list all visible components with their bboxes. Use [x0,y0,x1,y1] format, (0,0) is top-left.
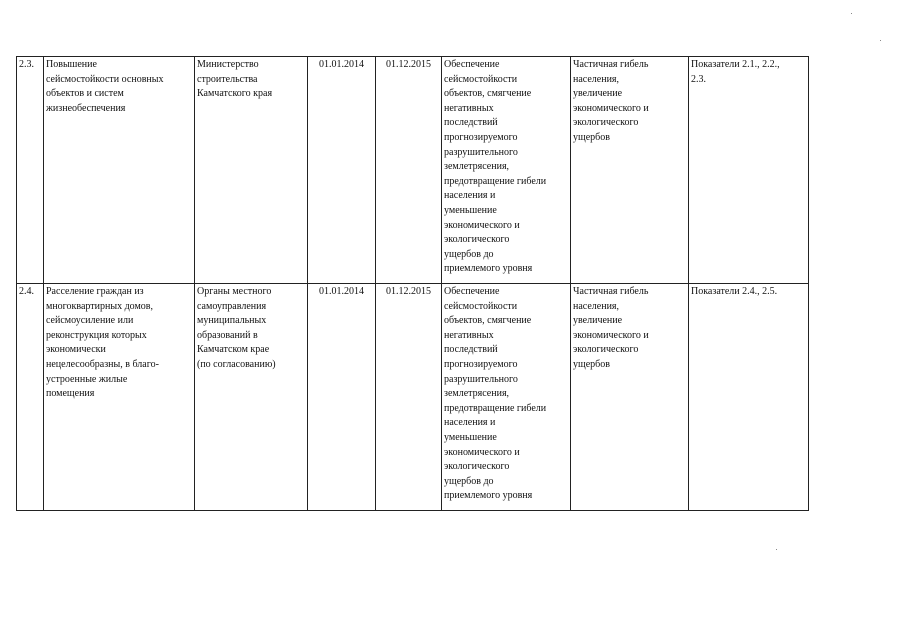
table-row [17,284,809,511]
activity-cell: Повышение сейсмостойкости основных объектов и систем жизнеобеспечения [44,57,195,284]
measures-table [16,56,809,511]
expected-result-cell: Обеспечение сейсмостойкости объектов, смягчение негативных последствий прогнозируемого разрушительного землетрясения, предотвращение гибели населения и уменьшение экономического и экологического ущербов до приемлемого уровня [442,57,571,284]
executor-cell: Органы местного самоуправления муниципальных образований в Камчатском крае (по согласованию) [195,284,308,511]
start-date-cell: 01.01.2014 [308,284,376,511]
scan-speck [776,549,777,550]
row-number: 2.4. [17,284,44,511]
indicators-cell: Показатели 2.4., 2.5. [689,284,809,511]
table-row [17,57,809,284]
row-number: 2.3. [17,57,44,284]
executor-cell: Министерство строительства Камчатского края [195,57,308,284]
end-date-cell: 01.12.2015 [376,57,442,284]
activity-cell: Расселение граждан из многоквартирных домов, сейсмоусиление или реконструкция которых экономически нецелесообразны, в благо- устроенные жилые помещения [44,284,195,511]
consequences-cell: Частичная гибель населения, увеличение экономического и экологического ущербов [571,284,689,511]
consequences-cell: Частичная гибель населения, увеличение экономического и экологического ущербов [571,57,689,284]
scan-speck [851,13,852,14]
indicators-cell: Показатели 2.1., 2.2., 2.3. [689,57,809,284]
start-date-cell: 01.01.2014 [308,57,376,284]
scan-speck [880,40,881,41]
expected-result-cell: Обеспечение сейсмостойкости объектов, смягчение негативных последствий прогнозируемого разрушительного землетрясения, предотвращение гибели населения и уменьшение экономического и экологического ущербов до приемлемого уровня [442,284,571,511]
end-date-cell: 01.12.2015 [376,284,442,511]
